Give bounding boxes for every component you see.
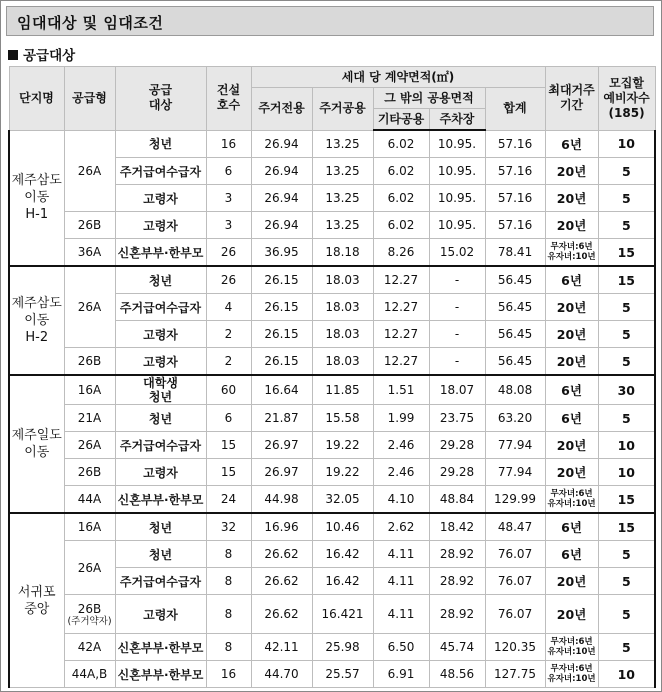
other-shared-cell: 12.27 xyxy=(373,321,429,348)
supply-type-cell xyxy=(64,130,115,212)
private-area-cell: 26.94 xyxy=(251,130,312,158)
supply-type-cell xyxy=(64,266,115,348)
table-row xyxy=(9,212,655,239)
total-area-cell: 57.16 xyxy=(485,185,545,212)
reserve-cell: 5 xyxy=(598,568,655,595)
private-area-cell: 16.96 xyxy=(251,513,312,541)
shared-area-cell: 13.25 xyxy=(312,185,373,212)
header-complex: 단지명 xyxy=(9,67,64,131)
target-cell: 신혼부부·한부모 xyxy=(115,486,206,514)
max-period-cell: 20년 xyxy=(545,459,598,486)
parking-cell: 10.95. xyxy=(429,130,485,158)
reserve-cell: 5 xyxy=(598,541,655,568)
other-shared-cell: 1.99 xyxy=(373,405,429,432)
units-cell: 8 xyxy=(206,541,251,568)
target-cell: 고령자 xyxy=(115,185,206,212)
square-bullet-icon xyxy=(8,50,18,60)
reserve-cell: 5 xyxy=(598,321,655,348)
shared-area-cell: 18.03 xyxy=(312,321,373,348)
shared-area-cell: 16.42 xyxy=(312,541,373,568)
max-period-cell: 6년 xyxy=(545,266,598,294)
supply-type-cell xyxy=(64,239,115,267)
parking-cell: 29.28 xyxy=(429,459,485,486)
header-private: 주거전용 xyxy=(251,88,312,131)
header-target-text: 공급 대상 xyxy=(148,83,173,113)
units-cell: 6 xyxy=(206,158,251,185)
target-cell: 청년 xyxy=(115,541,206,568)
parking-cell: 23.75 xyxy=(429,405,485,432)
target-cell: 고령자 xyxy=(115,321,206,348)
reserve-cell: 30 xyxy=(598,375,655,405)
table-row xyxy=(9,239,655,267)
supply-type-text: 26A xyxy=(77,438,102,452)
table-row xyxy=(9,634,655,661)
supply-type-text: 26B xyxy=(77,465,102,479)
target-cell: 대학생 청년 xyxy=(115,375,206,405)
supply-type-text: 26A xyxy=(77,300,102,314)
supply-type-cell xyxy=(64,405,115,432)
private-area-cell: 21.87 xyxy=(251,405,312,432)
target-cell: 청년 xyxy=(115,405,206,432)
total-area-cell: 76.07 xyxy=(485,595,545,634)
table-body xyxy=(9,130,655,688)
header-units xyxy=(206,67,251,131)
reserve-cell: 5 xyxy=(598,158,655,185)
header-max-period-text: 최대거주 기간 xyxy=(548,83,595,113)
header-shared: 주거공용 xyxy=(312,88,373,131)
max-period-cell: 무자녀:6년 유자녀:10년 xyxy=(545,661,598,688)
table-row xyxy=(9,375,655,405)
shared-area-cell: 18.18 xyxy=(312,239,373,267)
table-row xyxy=(9,459,655,486)
supply-table xyxy=(8,66,656,688)
units-cell: 32 xyxy=(206,513,251,541)
max-period-cell: 20년 xyxy=(545,158,598,185)
units-cell: 15 xyxy=(206,432,251,459)
max-period-cell: 20년 xyxy=(545,348,598,376)
max-period-cell: 6년 xyxy=(545,130,598,158)
total-area-cell: 127.75 xyxy=(485,661,545,688)
shared-area-cell: 13.25 xyxy=(312,130,373,158)
supply-type-cell xyxy=(64,541,115,595)
parking-cell: 28.92 xyxy=(429,568,485,595)
private-area-cell: 42.11 xyxy=(251,634,312,661)
other-shared-cell: 2.46 xyxy=(373,459,429,486)
header-total: 합계 xyxy=(485,88,545,131)
reserve-cell: 10 xyxy=(598,459,655,486)
private-area-cell: 26.15 xyxy=(251,348,312,376)
supply-type-cell xyxy=(64,432,115,459)
target-cell: 주거급여수급자 xyxy=(115,294,206,321)
header-units-text: 건설 호수 xyxy=(216,83,241,113)
max-period-cell: 무자녀:6년 유자녀:10년 xyxy=(545,486,598,514)
parking-cell: 10.95. xyxy=(429,185,485,212)
units-cell: 6 xyxy=(206,405,251,432)
table-row xyxy=(9,266,655,294)
max-period-cell: 6년 xyxy=(545,541,598,568)
parking-cell: - xyxy=(429,266,485,294)
target-cell: 신혼부부·한부모 xyxy=(115,634,206,661)
shared-area-cell: 16.421 xyxy=(312,595,373,634)
total-area-cell: 57.16 xyxy=(485,158,545,185)
supply-type-cell xyxy=(64,595,115,634)
supply-type-text: 26B xyxy=(77,601,102,616)
header-parking: 주차장 xyxy=(429,109,485,131)
private-area-cell: 44.70 xyxy=(251,661,312,688)
table-row xyxy=(9,130,655,158)
total-area-cell: 76.07 xyxy=(485,568,545,595)
table-row xyxy=(9,661,655,688)
reserve-cell: 15 xyxy=(598,266,655,294)
total-area-cell: 56.45 xyxy=(485,321,545,348)
private-area-cell: 16.64 xyxy=(251,375,312,405)
other-shared-cell: 4.11 xyxy=(373,541,429,568)
other-shared-cell: 12.27 xyxy=(373,266,429,294)
total-area-cell: 57.16 xyxy=(485,212,545,239)
other-shared-cell: 6.02 xyxy=(373,185,429,212)
private-area-cell: 26.94 xyxy=(251,212,312,239)
target-cell: 주거급여수급자 xyxy=(115,568,206,595)
header-max-period xyxy=(545,67,598,131)
private-area-cell: 26.94 xyxy=(251,158,312,185)
complex-name-cell: 서귀포 중앙 xyxy=(9,513,64,688)
total-area-cell: 48.08 xyxy=(485,375,545,405)
supply-type-cell xyxy=(64,348,115,376)
max-period-cell: 20년 xyxy=(545,321,598,348)
target-cell: 고령자 xyxy=(115,348,206,376)
reserve-cell: 10 xyxy=(598,130,655,158)
reserve-cell: 5 xyxy=(598,405,655,432)
units-cell: 8 xyxy=(206,595,251,634)
target-cell: 고령자 xyxy=(115,595,206,634)
private-area-cell: 26.62 xyxy=(251,541,312,568)
reserve-cell: 15 xyxy=(598,486,655,514)
parking-cell: 29.28 xyxy=(429,432,485,459)
shared-area-cell: 19.22 xyxy=(312,432,373,459)
supply-type-text: 26B xyxy=(77,218,102,232)
parking-cell: 48.56 xyxy=(429,661,485,688)
header-area-group: 세대 당 계약면적(㎡) xyxy=(251,67,545,88)
total-area-cell: 63.20 xyxy=(485,405,545,432)
other-shared-cell: 2.46 xyxy=(373,432,429,459)
private-area-cell: 26.62 xyxy=(251,568,312,595)
supply-type-cell xyxy=(64,459,115,486)
header-other-shared: 기타공용 xyxy=(373,109,429,131)
target-cell: 신혼부부·한부모 xyxy=(115,661,206,688)
table-row xyxy=(9,595,655,634)
units-cell: 8 xyxy=(206,634,251,661)
private-area-cell: 26.62 xyxy=(251,595,312,634)
other-shared-cell: 4.10 xyxy=(373,486,429,514)
parking-cell: 28.92 xyxy=(429,595,485,634)
shared-area-cell: 15.58 xyxy=(312,405,373,432)
supply-type-text: 26B xyxy=(77,354,102,368)
total-area-cell: 48.47 xyxy=(485,513,545,541)
private-area-cell: 26.15 xyxy=(251,321,312,348)
total-area-cell: 77.94 xyxy=(485,432,545,459)
section-title: 공급대상 xyxy=(23,48,76,64)
units-cell: 60 xyxy=(206,375,251,405)
max-period-cell: 20년 xyxy=(545,432,598,459)
shared-area-cell: 11.85 xyxy=(312,375,373,405)
units-cell: 16 xyxy=(206,661,251,688)
reserve-cell: 5 xyxy=(598,294,655,321)
other-shared-cell: 6.02 xyxy=(373,212,429,239)
shared-area-cell: 25.98 xyxy=(312,634,373,661)
units-cell: 26 xyxy=(206,266,251,294)
target-cell: 고령자 xyxy=(115,459,206,486)
units-cell: 8 xyxy=(206,568,251,595)
reserve-cell: 5 xyxy=(598,595,655,634)
shared-area-cell: 25.57 xyxy=(312,661,373,688)
reserve-cell: 5 xyxy=(598,212,655,239)
supply-type-sub: (주거약자) xyxy=(67,615,112,627)
private-area-cell: 26.15 xyxy=(251,294,312,321)
shared-area-cell: 13.25 xyxy=(312,158,373,185)
max-period-cell: 20년 xyxy=(545,185,598,212)
supply-type-cell xyxy=(64,486,115,514)
units-cell: 4 xyxy=(206,294,251,321)
private-area-cell: 44.98 xyxy=(251,486,312,514)
title-bar xyxy=(6,6,654,36)
total-area-cell: 56.45 xyxy=(485,266,545,294)
reserve-cell: 15 xyxy=(598,239,655,267)
target-cell: 청년 xyxy=(115,266,206,294)
header-supply-type: 공급형 xyxy=(64,67,115,131)
shared-area-cell: 18.03 xyxy=(312,294,373,321)
parking-cell: 48.84 xyxy=(429,486,485,514)
units-cell: 15 xyxy=(206,459,251,486)
other-shared-cell: 4.11 xyxy=(373,568,429,595)
private-area-cell: 26.15 xyxy=(251,266,312,294)
units-cell: 3 xyxy=(206,185,251,212)
max-period-cell: 20년 xyxy=(545,212,598,239)
table-row xyxy=(9,432,655,459)
shared-area-cell: 13.25 xyxy=(312,212,373,239)
max-period-cell: 20년 xyxy=(545,568,598,595)
parking-cell: 15.02 xyxy=(429,239,485,267)
reserve-cell: 10 xyxy=(598,432,655,459)
shared-area-cell: 16.42 xyxy=(312,568,373,595)
supply-type-cell xyxy=(64,634,115,661)
private-area-cell: 36.95 xyxy=(251,239,312,267)
parking-cell: 10.95. xyxy=(429,212,485,239)
target-cell: 고령자 xyxy=(115,212,206,239)
total-area-cell: 57.16 xyxy=(485,130,545,158)
target-cell: 주거급여수급자 xyxy=(115,158,206,185)
reserve-cell: 5 xyxy=(598,348,655,376)
total-area-cell: 76.07 xyxy=(485,541,545,568)
max-period-cell: 6년 xyxy=(545,513,598,541)
complex-name-cell: 제주일도 이동 xyxy=(9,375,64,513)
total-area-cell: 78.41 xyxy=(485,239,545,267)
supply-type-cell xyxy=(64,661,115,688)
table-row xyxy=(9,486,655,514)
shared-area-cell: 32.05 xyxy=(312,486,373,514)
supply-type-text: 26A xyxy=(77,163,102,178)
private-area-cell: 26.94 xyxy=(251,185,312,212)
total-area-cell: 129.99 xyxy=(485,486,545,514)
header-target xyxy=(115,67,206,131)
other-shared-cell: 2.62 xyxy=(373,513,429,541)
total-area-cell: 120.35 xyxy=(485,634,545,661)
table-row xyxy=(9,405,655,432)
max-period-cell: 무자녀:6년 유자녀:10년 xyxy=(545,634,598,661)
other-shared-cell: 6.02 xyxy=(373,158,429,185)
parking-cell: 10.95. xyxy=(429,158,485,185)
total-area-cell: 56.45 xyxy=(485,348,545,376)
other-shared-cell: 8.26 xyxy=(373,239,429,267)
header-other-group: 그 밖의 공용면적 xyxy=(373,88,485,109)
reserve-cell: 5 xyxy=(598,634,655,661)
shared-area-cell: 19.22 xyxy=(312,459,373,486)
other-shared-cell: 12.27 xyxy=(373,348,429,376)
max-period-cell: 20년 xyxy=(545,595,598,634)
target-cell: 주거급여수급자 xyxy=(115,432,206,459)
reserve-cell: 5 xyxy=(598,185,655,212)
supply-type-cell xyxy=(64,212,115,239)
supply-type-text: 42A xyxy=(77,640,102,654)
supply-type-text: 36A xyxy=(77,245,102,259)
table-row xyxy=(9,513,655,541)
table-row xyxy=(9,348,655,376)
max-period-cell: 6년 xyxy=(545,405,598,432)
shared-area-cell: 10.46 xyxy=(312,513,373,541)
other-shared-cell: 4.11 xyxy=(373,595,429,634)
units-cell: 16 xyxy=(206,130,251,158)
supply-type-cell xyxy=(64,375,115,405)
units-cell: 24 xyxy=(206,486,251,514)
parking-cell: - xyxy=(429,294,485,321)
supply-type-cell xyxy=(64,513,115,541)
reserve-cell: 10 xyxy=(598,661,655,688)
supply-type-text: 44A xyxy=(77,492,102,506)
units-cell: 26 xyxy=(206,239,251,267)
private-area-cell: 26.97 xyxy=(251,459,312,486)
section-heading xyxy=(8,44,75,64)
parking-cell: 18.07 xyxy=(429,375,485,405)
table-row xyxy=(9,541,655,568)
parking-cell: 18.42 xyxy=(429,513,485,541)
supply-type-text: 16A xyxy=(77,520,102,534)
max-period-cell: 20년 xyxy=(545,294,598,321)
shared-area-cell: 18.03 xyxy=(312,348,373,376)
supply-type-text: 44A,B xyxy=(71,667,108,681)
units-cell: 2 xyxy=(206,321,251,348)
units-cell: 2 xyxy=(206,348,251,376)
private-area-cell: 26.97 xyxy=(251,432,312,459)
complex-name-cell: 제주삼도 이동 H-2 xyxy=(9,266,64,375)
other-shared-cell: 6.91 xyxy=(373,661,429,688)
reserve-cell: 15 xyxy=(598,513,655,541)
total-area-cell: 56.45 xyxy=(485,294,545,321)
target-cell: 청년 xyxy=(115,130,206,158)
header-reserve xyxy=(598,67,655,131)
other-shared-cell: 6.02 xyxy=(373,130,429,158)
parking-cell: - xyxy=(429,348,485,376)
supply-type-text: 26A xyxy=(77,560,102,575)
supply-type-text: 21A xyxy=(77,411,102,425)
total-area-cell: 77.94 xyxy=(485,459,545,486)
other-shared-cell: 6.50 xyxy=(373,634,429,661)
page-title: 임대대상 및 임대조건 xyxy=(17,14,164,32)
max-period-cell: 무자녀:6년 유자녀:10년 xyxy=(545,239,598,267)
max-period-cell: 6년 xyxy=(545,375,598,405)
parking-cell: - xyxy=(429,321,485,348)
parking-cell: 28.92 xyxy=(429,541,485,568)
other-shared-cell: 1.51 xyxy=(373,375,429,405)
supply-type-text: 16A xyxy=(77,383,102,397)
parking-cell: 45.74 xyxy=(429,634,485,661)
complex-name-cell: 제주삼도 이동 H-1 xyxy=(9,130,64,266)
other-shared-cell: 12.27 xyxy=(373,294,429,321)
units-cell: 3 xyxy=(206,212,251,239)
target-cell: 신혼부부·한부모 xyxy=(115,239,206,267)
shared-area-cell: 18.03 xyxy=(312,266,373,294)
header-reserve-text: 모집할 예비자수 (185) xyxy=(603,75,650,120)
target-cell: 청년 xyxy=(115,513,206,541)
